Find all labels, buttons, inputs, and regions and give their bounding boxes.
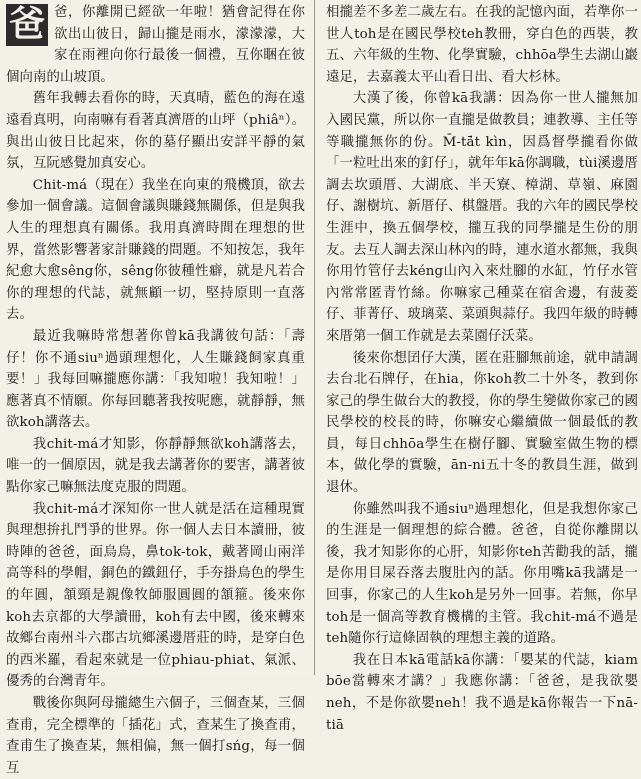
article-paragraph: 我chit-má才知影，你靜靜無欲koh講落去，唯一的一個原因，就是我去講著你的要害，講著彼點你家己嘛無法度克服的問題。 xyxy=(6,436,305,496)
article-paragraph: 後來你想囝仔大漢，匿在莊腳無前途，就申請調去台北石牌仔，在hia，你koh教二十外冬，教到你家己的學生做台大的教授，你的學生變做你家己的國民學校的校長的時，你嘛安心繼續做一個最低的教員，每日chhōa學生在樹仔腳、實驗室做生物的標本，做化學的實驗，ān-ni五十冬的教員生涯，做到退休。 xyxy=(326,350,638,496)
article-paragraph-continued: 相攏差不多差二歲左右。在我的記憶內面，若準你一世人toh是在國民學校teh教冊，穿白色的西裝，教五、六年級的生物、化學實驗，chhōa學生去湖山巖遠足，去嘉義太平山看日出、看大杉林。 xyxy=(326,5,638,85)
column-divider xyxy=(314,0,315,675)
article-paragraph: 我在日本kā電話kā你講：「嬰某的代誌，kiam bōe當轉來才講？」我應你講：「爸爸，是我欲嬰neh，不是你欲嬰neh！我不過是kā你報告一下nā-tiā xyxy=(326,652,638,733)
article-paragraph: Chit-má（現在）我坐在向東的飛機頂，欲去參加一個會議。這個會議與賺錢無關係，但是與我人生的理想真有關係。我用真濟時間在理想的世界，當然影響著家計賺錢的問題。不知按怎，我年紀愈大愈sêng你，sêng你彼種性癖，就是凡若合你的理想的代誌，就無顧一切，堅持原則一直落去。 xyxy=(6,177,305,323)
article-paragraph: 最近我嘛時常想著你曾kā我講彼句話：「壽仔！你不通siuⁿ過頭理想化，人生賺錢飼家真重要！」我每回嘛攏應你講：「我知啦！我知啦！」應著真不情願。你每回聽著我按呢應，就靜靜，無欲koh講落去。 xyxy=(6,328,305,431)
article-column-left xyxy=(6,2,309,776)
article-paragraph xyxy=(6,2,305,88)
article-paragraph: 大漢了後，你曾kā我講：因為你一世人攏無加入國民黨，所以你一直攏是做教員；連教導、主任等等職攏無你的份。M̄-tā̍t kìn，因爲督學攏看你做「一粒吐出來的釘仔」，就年年kā你調職，tùi溪邊厝調去坎頭厝、大湖底、半天寮、樟湖、草嶺、麻園仔、謝樹坑、新厝仔、棋盤厝。我的六年的國民學校生涯中，換五個學校，攏互我的同學攏是生份的朋友。去互人調去深山林內的時，連水道水都無，我與你用竹管仔去kéng山內入來灶腳的水缸，竹仔水管內常常匿青竹絲。你嘛家己種菜在宿舍邊，有菠菱仔、菲菁仔、玻璃菜、菜頭與蒜仔。我四年級的時轉來厝第一個工作就是去菜園仔沃菜。 xyxy=(326,91,638,344)
article-paragraph: 你雖然叫我不通siuⁿ過理想化，但是我想你家己的生涯是一個理想的綜合體。爸爸，自從你離開以後，我才知影你的心肝，知影你teh苦勸我的話，攏是你用目屎吞落去腹肚內的話。你用嘴kā我講是一回事，你家己的人生koh是另外一回事。若無，你早toh是一個高等教育機構的主管。我chit-má不過是teh隨你行這條固執的理想主義的道路。 xyxy=(326,501,638,647)
article-paragraph: 我chit-má才深知你一世人就是活在這種現實與理想拚扎鬥爭的世界。你一個人去日本讀冊，彼時陣的爸爸，面烏烏，鼻tok-tok，戴著岡山兩洋高等科的學帽，銅色的鐵鈕仔，手夯掛烏色的學生的年圓，頷頸是親像牧師服圓圓的頷箍。後來你koh去京都的大學讀冊，koh有去中國，後來轉來故鄉台南州斗六郡古坑鄉溪邊厝莊的時，是穿白色的西米羅，看起來就是一位phiau-phiat、氣派、優秀的台灣青年。 xyxy=(6,501,305,690)
paragraph-text: 爸，你離開已經欲一年啦！猶會記得在你欲出山彼日，歸山攏是雨水，濛濛濛，大家在雨裡向你行最後一個禮，互你睏在彼個向南的山坡頂。 xyxy=(6,5,305,85)
article-paragraph: 戰後你與阿母攏總生六個子，三個查某，三個查甫，完全標準的「插花」式，查某生了換查甫，查甫生了換查某，無相偏，無一個打sńg，每一個互 xyxy=(6,696,305,776)
article-column-right xyxy=(320,2,638,733)
dropcap-character: 爸 xyxy=(6,4,48,46)
article-paragraph: 舊年我轉去看你的時，天真晴，藍色的海在遠遠看真明，向南嘛有看著真濟厝的山坪（phiâⁿ）。與出山彼日比起來，你的墓仔顯出安詳平靜的氣氛，互阮感覺加真安心。 xyxy=(6,91,305,172)
